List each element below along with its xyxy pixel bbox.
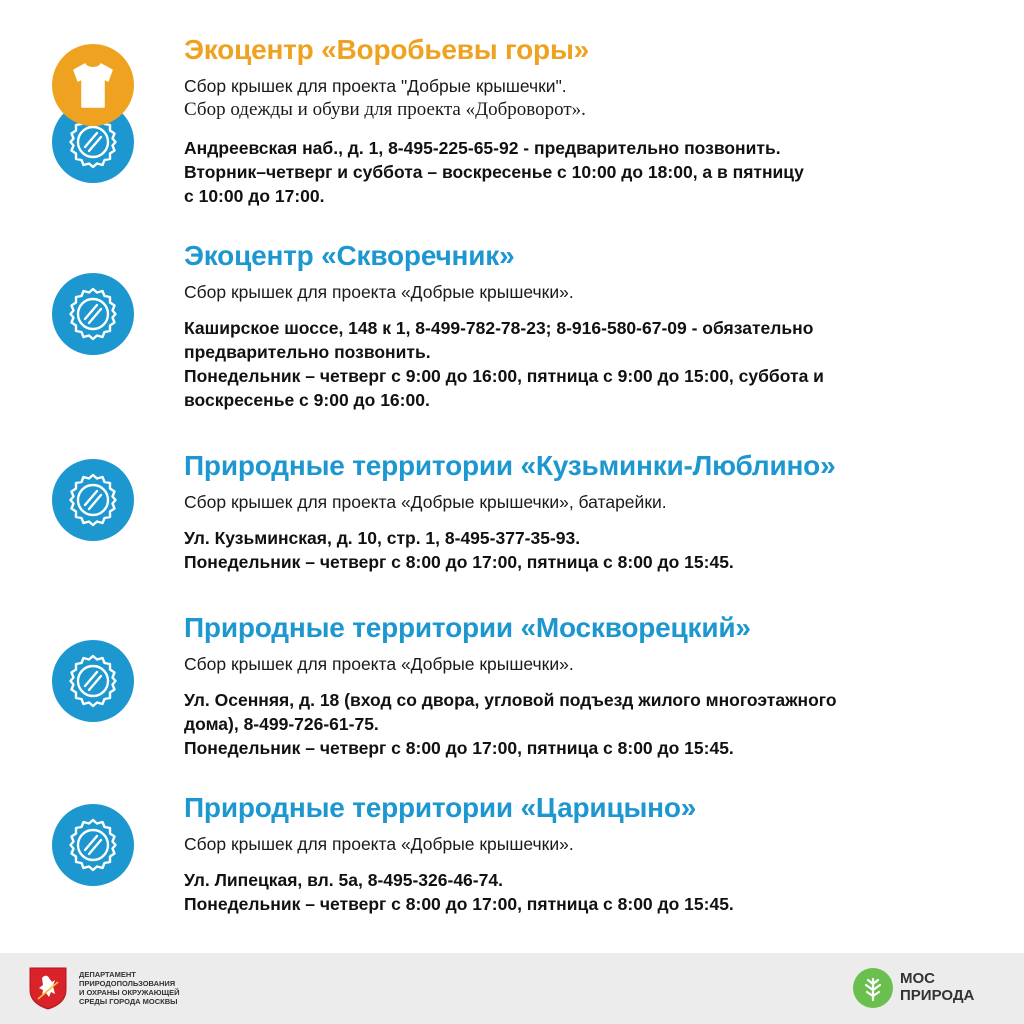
bottle-cap-icon xyxy=(52,640,134,722)
tshirt-icon xyxy=(52,44,134,126)
entry-text xyxy=(184,240,984,412)
department-line: И ОХРАНЫ ОКРУЖАЮЩЕЙ xyxy=(79,988,180,997)
entry-hours: с 10:00 до 17:00. xyxy=(184,186,325,206)
department-name xyxy=(79,970,219,1006)
bottle-cap-icon xyxy=(52,804,134,886)
entry-address: Ул. Осенняя, д. 18 (вход со двора, угловой подъезд жилого многоэтажного xyxy=(184,690,837,710)
entry-description: Сбор крышек для проекта "Добрые крышечки". xyxy=(184,76,567,96)
entry-description: Сбор крышек для проекта «Добрые крышечки». xyxy=(184,834,574,854)
entry-info xyxy=(184,316,984,412)
mos-priroda-tree-icon xyxy=(852,967,894,1009)
entry-info xyxy=(184,688,984,760)
entry-description: Сбор крышек для проекта «Добрые крышечки». xyxy=(184,282,574,302)
entry-hours: воскресенье с 9:00 до 16:00. xyxy=(184,390,430,410)
entry-address: Андреевская наб., д. 1, 8-495-225-65-92 - предварительно позвонить. xyxy=(184,138,781,158)
entry-info xyxy=(184,136,984,208)
entry-title: Природные территории «Кузьминки-Люблино» xyxy=(184,450,836,481)
entry-title: Экоцентр «Воробьевы горы» xyxy=(184,34,590,65)
bottle-cap-icon xyxy=(52,459,134,541)
entry-address: Ул. Кузьминская, д. 10, стр. 1, 8-495-377-35-93. xyxy=(184,528,581,548)
bottle-cap-icon xyxy=(52,273,134,355)
department-line: СРЕДЫ ГОРОДА МОСКВЫ xyxy=(79,997,178,1006)
entry-text xyxy=(184,612,984,760)
moscow-coat-of-arms-icon xyxy=(28,966,68,1010)
brand-line: МОС xyxy=(900,970,935,987)
entry-address: Ул. Липецкая, вл. 5а, 8-495-326-46-74. xyxy=(184,870,503,890)
entry-hours: Понедельник – четверг с 8:00 до 17:00, пятница с 8:00 до 15:45. xyxy=(184,738,734,758)
footer xyxy=(0,953,1024,1024)
department-line: ПРИРОДОПОЛЬЗОВАНИЯ xyxy=(79,979,176,988)
entry-address: Каширское шоссе, 148 к 1, 8-499-782-78-23; 8-916-580-67-09 - обязательно xyxy=(184,318,814,338)
entry-address: дома), 8-499-726-61-75. xyxy=(184,714,379,734)
entry-description: Сбор одежды и обуви для проекта «Доброворот». xyxy=(184,99,586,120)
entry-text xyxy=(184,792,984,916)
entry-text xyxy=(184,450,984,574)
entry-address: предварительно позвонить. xyxy=(184,342,431,362)
entry-description: Сбор крышек для проекта «Добрые крышечки», батарейки. xyxy=(184,492,667,512)
entry-hours: Понедельник – четверг с 9:00 до 16:00, пятница с 9:00 до 15:00, суббота и xyxy=(184,366,824,386)
entry-info xyxy=(184,868,984,916)
entry-hours: Вторник–четверг и суббота – воскресенье с 10:00 до 18:00, а в пятницу xyxy=(184,162,804,182)
brand-line: ПРИРОДА xyxy=(900,987,975,1004)
entry-info xyxy=(184,526,984,574)
entry-text xyxy=(184,34,984,208)
department-line: ДЕПАРТАМЕНТ xyxy=(79,970,136,979)
entry-description: Сбор крышек для проекта «Добрые крышечки». xyxy=(184,654,574,674)
entry-hours: Понедельник – четверг с 8:00 до 17:00, пятница с 8:00 до 15:45. xyxy=(184,552,734,572)
entry-hours: Понедельник – четверг с 8:00 до 17:00, пятница с 8:00 до 15:45. xyxy=(184,894,734,914)
mos-priroda-logo-text xyxy=(900,970,974,1004)
entry-title: Природные территории «Москворецкий» xyxy=(184,612,751,643)
entry-title: Экоцентр «Скворечник» xyxy=(184,240,515,271)
entry-title: Природные территории «Царицыно» xyxy=(184,792,697,823)
